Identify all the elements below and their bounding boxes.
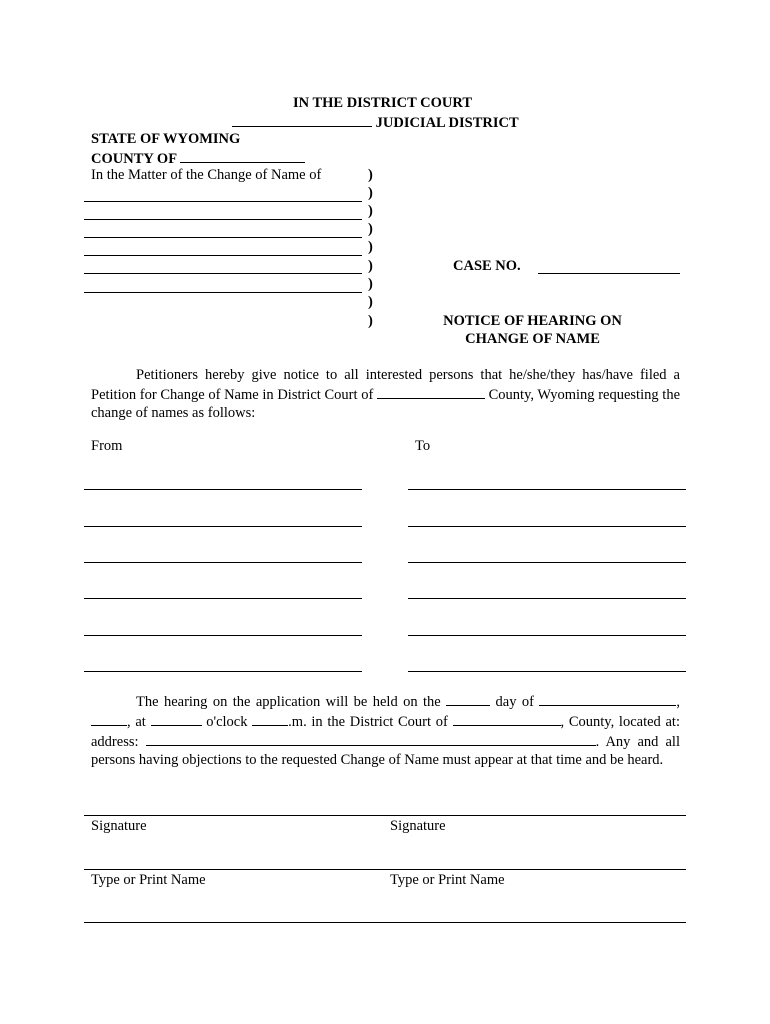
hearing-text-7: , County, located at: address:	[91, 714, 680, 750]
caption-paren: )	[368, 258, 373, 274]
from-name-blank[interactable]	[84, 635, 362, 636]
hearing-text-4: , at	[127, 714, 146, 730]
county-line	[91, 148, 305, 168]
matter-label: In the Matter of the Change of Name of	[91, 167, 322, 183]
county-blank[interactable]	[180, 148, 305, 163]
notice-title-line2: CHANGE OF NAME	[465, 331, 600, 347]
from-name-blank[interactable]	[84, 671, 362, 672]
caption-paren: )	[368, 313, 373, 329]
to-name-blank[interactable]	[408, 562, 686, 563]
signature-line[interactable]	[84, 815, 686, 816]
court-title: IN THE DISTRICT COURT	[292, 95, 473, 111]
hearing-paragraph	[91, 691, 680, 769]
signature-label-left: Signature	[91, 818, 147, 834]
name-blank-3[interactable]	[84, 237, 362, 238]
caption-paren: )	[368, 185, 373, 201]
hearing-time-blank[interactable]	[151, 711, 202, 726]
from-name-blank[interactable]	[84, 489, 362, 490]
caption-paren: )	[368, 239, 373, 255]
caption-paren: )	[368, 203, 373, 219]
to-label: To	[415, 438, 431, 454]
county-label: COUNTY OF	[91, 151, 177, 167]
case-no-label: CASE NO.	[453, 258, 521, 274]
hearing-year-blank[interactable]	[91, 711, 127, 726]
judicial-district-line	[232, 112, 519, 132]
hearing-text-5: o'clock	[206, 714, 248, 730]
signature-label-right: Signature	[390, 818, 446, 834]
name-blank-5[interactable]	[84, 273, 362, 274]
print-name-label-right: Type or Print Name	[390, 872, 505, 888]
state-label: STATE OF WYOMING	[91, 131, 241, 147]
court-county-blank[interactable]	[377, 384, 485, 399]
intro-paragraph	[91, 366, 680, 422]
hearing-ampm-blank[interactable]	[252, 711, 288, 726]
hearing-text-3: ,	[676, 694, 680, 710]
from-name-blank[interactable]	[84, 562, 362, 563]
caption-paren: )	[368, 221, 373, 237]
from-label: From	[91, 438, 123, 454]
from-name-blank[interactable]	[84, 526, 362, 527]
hearing-county-blank[interactable]	[453, 711, 561, 726]
caption-paren: )	[368, 276, 373, 292]
hearing-day-blank[interactable]	[446, 691, 490, 706]
hearing-text-1: The hearing on the application will be held on the	[136, 694, 441, 710]
name-blank-2[interactable]	[84, 219, 362, 220]
intro-text-2: County, Wyoming requesting the change of names as follows:	[91, 387, 680, 421]
from-name-blank[interactable]	[84, 598, 362, 599]
print-name-label-left: Type or Print Name	[91, 872, 206, 888]
print-name-line[interactable]	[84, 869, 686, 870]
hearing-text-6: .m. in the District Court of	[288, 714, 448, 730]
caption-paren: )	[368, 167, 373, 183]
hearing-month-blank[interactable]	[539, 691, 676, 706]
bottom-line[interactable]	[84, 922, 686, 923]
hearing-text-2: day of	[495, 694, 534, 710]
name-blank-1[interactable]	[84, 201, 362, 202]
case-no-blank[interactable]	[538, 273, 680, 274]
judicial-district-label: JUDICIAL DISTRICT	[375, 115, 519, 131]
district-blank[interactable]	[232, 112, 372, 127]
to-name-blank[interactable]	[408, 598, 686, 599]
name-blank-4[interactable]	[84, 255, 362, 256]
to-name-blank[interactable]	[408, 635, 686, 636]
notice-title-line1: NOTICE OF HEARING ON	[443, 313, 622, 329]
name-blank-6[interactable]	[84, 292, 362, 293]
intro-text-1: Petitioners hereby give notice to all interested persons that he/she/they has/have filed a Petition for Change of Name in District Court of	[91, 367, 680, 403]
to-name-blank[interactable]	[408, 671, 686, 672]
hearing-text-8: . Any and all persons having objections to the requested Change of Name must appear at that time and be heard.	[91, 734, 680, 768]
hearing-address-blank[interactable]	[146, 731, 596, 746]
to-name-blank[interactable]	[408, 526, 686, 527]
to-name-blank[interactable]	[408, 489, 686, 490]
caption-paren: )	[368, 294, 373, 310]
